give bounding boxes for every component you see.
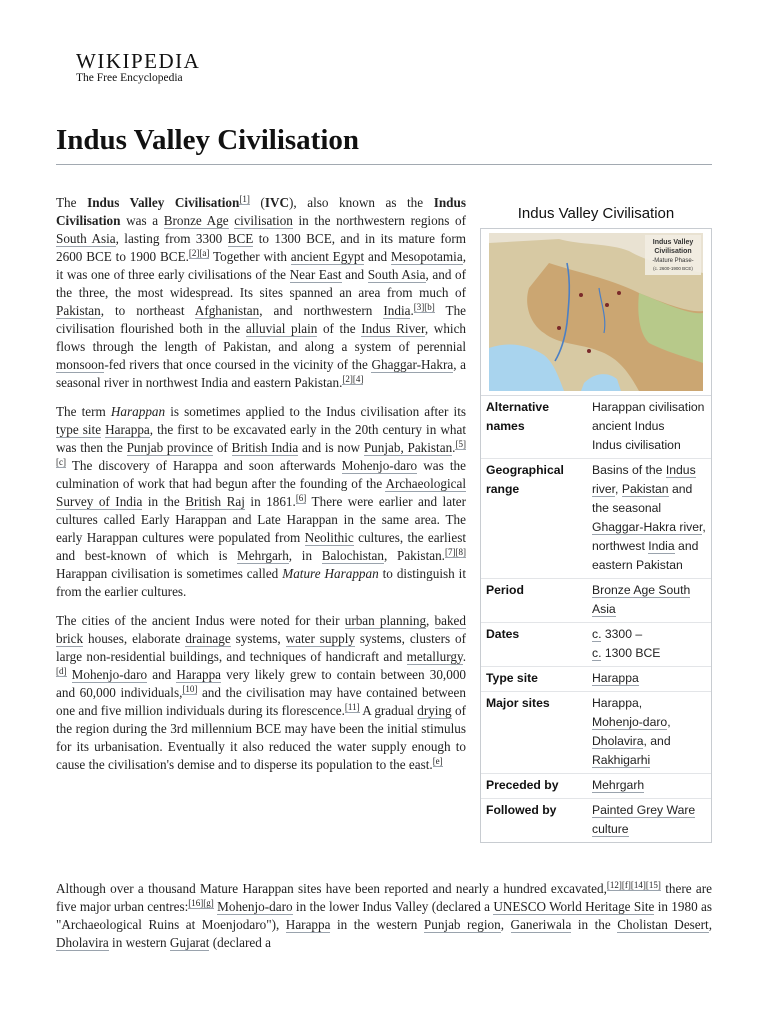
infobox-row-period	[481, 579, 711, 623]
link-drying[interactable]: drying	[417, 703, 452, 718]
infobox-box	[480, 228, 712, 843]
link-mohenjo-daro[interactable]: Mohenjo-daro	[592, 715, 668, 729]
link-civilisation[interactable]: civilisation	[234, 213, 293, 228]
citation-link[interactable]: [10]	[182, 683, 198, 694]
link-ganeriwala[interactable]: Ganeriwala	[510, 917, 572, 932]
link-rakhigarhi[interactable]: Rakhigarhi	[592, 753, 651, 767]
bold-term: Indus Valley Civilisation	[87, 195, 240, 210]
link-circa[interactable]: c.	[592, 646, 602, 660]
logo-tagline: The Free Encyclopedia	[76, 72, 183, 84]
link-ancient-egypt[interactable]: ancient Egypt	[290, 249, 365, 264]
link-punjab-pakistan[interactable]: Punjab, Pakistan	[363, 440, 453, 455]
row-value: Harappa, Mohenjo-daro, Dholavira, and Rakhigarhi	[592, 696, 671, 767]
bold-term: Indus Civilisation	[56, 195, 466, 228]
logo-wordmark: WIKIPEDIA	[76, 49, 201, 73]
row-label: Preceded by	[486, 778, 559, 792]
citation-link[interactable]: [5][c]	[56, 438, 466, 467]
link-india[interactable]: India	[383, 303, 411, 318]
map-title-line-4: (c. 2600-1900 BCE)	[653, 266, 693, 271]
link-ghaggar-hakra[interactable]: Ghaggar-Hakra	[371, 357, 454, 372]
infobox-row-followed-by	[481, 799, 711, 843]
link-harappa[interactable]: Harappa	[105, 422, 150, 437]
citation-link[interactable]: [1]	[239, 193, 250, 204]
citation-link[interactable]: [16][g]	[188, 897, 214, 908]
paragraph-1: The Indus Valley Civilisation[1] (IVC), also known as the Indus Civilisation was a Bronze Age civilisation in the northwestern regions of South Asia, lasting from 3300 BCE to 1300 BCE, and in its mature form 2600 BCE to 1900 BCE.[2][a] Together with ancient Egypt and Mesopotamia, it was one of three early civilisations of the Near East and South Asia, and of the three, the most widespread. Its sites spanned an area from much of Pakistan, to northeast Afghanistan, and northwestern India.[3][b] The civilisation flourished both in the alluvial plain of the Indus River, which flows through the length of Pakistan, and along a system of perennial monsoon-fed rivers that once coursed in the vicinity of the Ghaggar-Hakra, a seasonal river in northwest India and eastern Pakistan.[2][4]	[56, 193, 467, 390]
link-harappa[interactable]: Harappa	[592, 671, 639, 685]
row-label: Major sites	[486, 696, 550, 710]
link-gujarat[interactable]: Gujarat	[169, 935, 210, 950]
row-value	[586, 774, 711, 799]
link-dholavira[interactable]: Dholavira	[592, 734, 644, 748]
infobox-row-major-sites	[481, 692, 711, 774]
link-bronze-age-south-asia[interactable]: Bronze Age South Asia	[592, 583, 691, 616]
link-baked-brick[interactable]: baked brick	[56, 613, 466, 646]
article-body	[56, 194, 466, 785]
link-bronze-age[interactable]: Bronze Age	[163, 213, 229, 228]
link-pakistan[interactable]: Pakistan	[56, 303, 101, 318]
infobox-row-alternative-names	[481, 396, 711, 459]
link-circa[interactable]: c.	[592, 627, 602, 641]
row-label: Alternative names	[486, 400, 549, 433]
link-mehrgarh[interactable]: Mehrgarh	[237, 548, 289, 563]
page-title: Indus Valley Civilisation	[56, 124, 359, 156]
citation-link[interactable]: [2][a]	[188, 247, 210, 258]
row-label: Followed by	[486, 803, 557, 817]
link-type-site[interactable]: type site	[56, 422, 102, 437]
link-archaeological-survey[interactable]: Archaeological Survey of India	[56, 476, 466, 509]
row-value: Harappan civilisation ancient Indus Indus civilisation	[592, 400, 705, 452]
link-india[interactable]: India	[648, 539, 675, 553]
infobox-row-type-site	[481, 667, 711, 692]
wikipedia-logo[interactable]	[76, 50, 200, 84]
infobox-row-dates	[481, 623, 711, 667]
link-mohenjo-daro[interactable]: Mohenjo-daro	[71, 667, 148, 682]
link-urban-planning[interactable]: urban planning	[344, 613, 427, 628]
title-divider	[56, 164, 712, 165]
row-value	[586, 579, 711, 623]
link-neolithic[interactable]: Neolithic	[304, 530, 354, 545]
row-value	[586, 667, 711, 692]
link-dholavira[interactable]: Dholavira	[56, 935, 109, 950]
link-water-supply[interactable]: water supply	[285, 631, 355, 646]
link-metallurgy[interactable]: metallurgy	[406, 649, 463, 664]
link-pakistan[interactable]: Pakistan	[621, 482, 669, 496]
infobox-map-image[interactable]	[481, 229, 711, 396]
infobox-row-geographical-range	[481, 459, 711, 579]
infobox-row-preceded-by	[481, 774, 711, 799]
row-value	[586, 799, 711, 843]
link-harappa[interactable]: Harappa	[176, 667, 222, 682]
map-title-line-2: Civilisation	[654, 248, 692, 255]
row-label: Dates	[486, 627, 520, 641]
link-near-east[interactable]: Near East	[289, 267, 342, 282]
link-monsoon[interactable]: monsoon	[56, 357, 105, 372]
row-label: Type site	[486, 671, 538, 685]
map-title-line-1: Indus Valley	[652, 239, 694, 246]
paragraph-2: The term Harappan is sometimes applied to the Indus civilisation after its type site Harappa, the first to be excavated early in the 20th century in what was then the Punjab province of British India and is now Punjab, Pakistan.[5][c] The discovery of Harappa and soon afterwards Mohenjo-daro was the culmination of work that had begun after the founding of the Archaeological Survey of India in the British Raj in 1861.[6] There were earlier and later cultures called Early Harappan and Late Harappan in the same area. The early Harappan cultures were populated from Neolithic cultures, the earliest and best-known of which is Mehrgarh, in Balochistan, Pakistan.[7][8] Harappan civilisation is sometimes called Mature Harappan to distinguish it from the earlier cultures.	[56, 404, 466, 599]
infobox	[480, 200, 712, 843]
link-indus-river[interactable]: Indus River	[361, 321, 425, 336]
bold-term: IVC	[264, 195, 289, 210]
link-afghanistan[interactable]: Afghanistan	[194, 303, 260, 318]
link-mohenjo-daro[interactable]: Mohenjo-daro	[217, 899, 293, 914]
link-mesopotamia[interactable]: Mesopotamia	[390, 249, 463, 264]
row-value: c. 3300 – c. 1300 BCE	[592, 627, 661, 660]
link-harappa[interactable]: Harappa	[285, 917, 331, 932]
link-mehrgarh[interactable]: Mehrgarh	[592, 778, 645, 792]
link-punjab-region[interactable]: Punjab region	[423, 917, 501, 932]
link-unesco[interactable]: UNESCO World Heritage Site	[493, 899, 655, 914]
link-balochistan[interactable]: Balochistan	[321, 548, 384, 563]
citation-link[interactable]: [6]	[295, 492, 307, 503]
citation-link[interactable]: [11]	[344, 701, 360, 712]
link-bce[interactable]: BCE	[227, 231, 254, 246]
paragraph-3: The cities of the ancient Indus were noted for their urban planning, baked brick houses, elaborate drainage systems, water supply systems, clusters of large non-residential buildings, and techniques of handicraft and metallurgy.[d] Mohenjo-daro and Harappa very likely grew to contain between 30,000 and 60,000 individuals,[10] and the civilisation may have contained between one and five million individuals during its florescence.[11] A gradual drying of the region during the 3rd millennium BCE may have been the initial stimulus for its urbanisation. Eventually it also reduced the water supply enough to cause the civilisation's demise and to disperse its population to the east.[e]	[56, 613, 467, 772]
link-ghaggar-hakra-river[interactable]: Ghaggar-Hakra river	[592, 520, 703, 534]
map-title-line-3: -Mature Phase-	[652, 258, 694, 264]
link-alluvial-plain[interactable]: alluvial plain	[245, 321, 318, 336]
citation-link[interactable]: [12][f][14][15]	[606, 879, 661, 890]
citation-link[interactable]: [3][b]	[413, 301, 435, 312]
link-british-india[interactable]: British India	[231, 440, 299, 455]
citation-link[interactable]: [e]	[432, 755, 443, 766]
link-punjab-province[interactable]: Punjab province	[126, 440, 214, 455]
link-british-raj[interactable]: British Raj	[185, 494, 245, 509]
infobox-caption: Indus Valley Civilisation	[517, 205, 675, 222]
link-mohenjo-daro[interactable]: Mohenjo-daro	[341, 458, 418, 473]
citation-link[interactable]: [7][8]	[444, 546, 466, 557]
row-label: Geographical range	[486, 463, 564, 496]
link-cholistan-desert[interactable]: Cholistan Desert	[617, 917, 709, 932]
map-illustration	[489, 233, 703, 391]
row-label: Period	[486, 583, 524, 597]
infobox-table	[481, 396, 711, 842]
link-south-asia[interactable]: South Asia	[56, 231, 116, 246]
link-drainage[interactable]: drainage	[185, 631, 231, 646]
paragraph-4: Although over a thousand Mature Harappan sites have been reported and nearly a hundred excavated,[12][f][14][15] there are five major urban centres:[16][g] Mohenjo-daro in the lower Indus Valley (declared a UNESCO World Heritage Site in 1980 as "Archaeological Ruins at Moenjodaro"), Harappa in the western Punjab region, Ganeriwala in the Cholistan Desert, Dholavira in western Gujarat (declared a	[56, 879, 713, 950]
citation-link[interactable]: [2][4]	[342, 373, 364, 384]
link-south-asia[interactable]: South Asia	[367, 267, 426, 282]
citation-link[interactable]: [d]	[56, 665, 67, 676]
row-value: Basins of the Indus river, Pakistan and the seasonal Ghaggar-Hakra river, northwest India and eastern Pakistan	[592, 463, 706, 572]
link-indus-river[interactable]: Indus river	[592, 463, 696, 496]
link-painted-grey-ware[interactable]: Painted Grey Ware culture	[592, 803, 696, 836]
